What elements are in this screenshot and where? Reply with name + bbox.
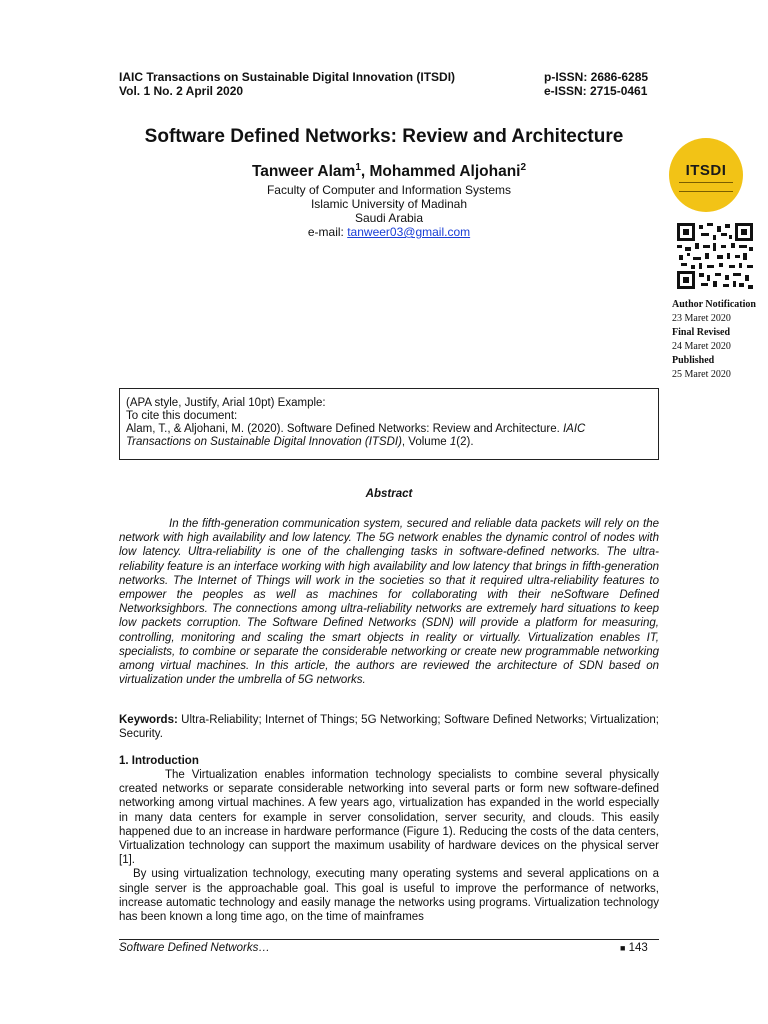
paragraph: By using virtualization technology, executing many operating systems and several applications on a single server is the approachable goal. This goal is useful to improve the performance of networks, increase automatic technology and easily manage the networks using programs. Virtualization technology has been known a long time ago, on the time of mainframes: [119, 868, 659, 924]
paragraph: The Virtualization enables information technology specialists to combine several physically created networks or separate considerable networking into several parts or form new software-defined networking among virtual machines. A few years ago, virtualization has expanded in the world especially in many data centers for example in server consolidation, server security, and clouds. This easily happened due to an increase in hardware performance (Figure 1). Reducing the costs of the data centers, Virtualization technology can support the maximum usability of hardware devices on the physical server [1].: [119, 769, 659, 867]
email-line: [0, 225, 768, 239]
country-line: Saudi Arabia: [354, 211, 424, 225]
university-line: Islamic University of Madinah: [310, 197, 468, 211]
author-list: [0, 162, 768, 181]
electronic-issn: e-ISSN: 2715-0461: [544, 84, 648, 98]
abstract-body: [119, 517, 659, 687]
email-link[interactable]: tanweer03@gmail.com: [347, 225, 471, 239]
author-name: Mohammed Aljohani: [369, 163, 521, 181]
affiliation-marker: 2: [520, 162, 527, 173]
abstract-heading: Abstract: [365, 488, 413, 500]
citation-style-note: (APA style, Justify, Arial 10pt) Example:: [126, 397, 326, 409]
keywords-text: Ultra-Reliability; Internet of Things; 5G Networking; Software Defined Networks; Virtualization; Security.: [119, 714, 659, 740]
footer-rule: [119, 939, 659, 940]
print-issn: p-ISSN: 2686-6285: [544, 70, 649, 84]
publication-timeline: [672, 298, 768, 382]
revised-date: 24 Maret 2020: [672, 341, 731, 352]
bullet-icon: ■: [620, 943, 626, 953]
author-name: Tanweer Alam: [251, 163, 356, 181]
citation-volume: 1: [449, 436, 457, 448]
volume-info: Vol. 1 No. 2 April 2020: [119, 84, 244, 98]
notification-date: 23 Maret 2020: [672, 313, 731, 324]
qr-code-icon: [677, 223, 753, 289]
section-heading: 1. Introduction: [119, 755, 199, 767]
affiliation-marker: 1: [355, 162, 361, 173]
citation-reference: [126, 423, 652, 449]
abstract-text: In the fifth-generation communication system, secured and reliable data packets will rely on the network with high availability and low latency. The 5G network enables the dynamic control of nodes with low latency. Ultra-reliability is one of the challenging tasks in software-defined networks. The ultra-reliability feature is an interface working with high availability and low latency that brings in fifth-generation networks. The Internet of Things will work in the societies so that it required ultra-reliability features to empower the peoples as well as machines for collaborating with their neSoftware Defined Networksighbors. The connections among ultra-reliability networks are extremely hard situations to keep low packets corruption. The Software Defined Networks (SDN) will provide a platform for measuring, controlling, monitoring and scaling the smart objects in reality or virtually. Virtualization enables IT, specialists, to combine or separate the considerable networking or create new programmable networking among virtual machines. In this article, the authors are reviewed the architecture of SDN based on virtualization under the umbrella of 5G networks.: [119, 518, 659, 687]
author-separator: ,: [360, 163, 370, 181]
keywords-label: Keywords:: [119, 714, 178, 726]
faculty-line: Faculty of Computer and Information Systems: [266, 183, 512, 197]
journal-name: IAIC Transactions on Sustainable Digital Innovation (ITSDI): [119, 70, 456, 84]
page-number-value: 143: [628, 942, 648, 954]
citation-text: , Volume: [401, 436, 450, 448]
paper-title: Software Defined Networks: Review and Architecture: [144, 126, 624, 147]
published-label: Published: [672, 355, 715, 366]
published-date: 25 Maret 2020: [672, 369, 731, 380]
citation-text: Alam, T., & Aljohani, M. (2020). Software Defined Networks: Review and Architecture.: [126, 423, 563, 435]
citation-text: (2).: [456, 436, 474, 448]
introduction-body: [119, 768, 659, 924]
logo-text: ITSDI: [685, 162, 727, 179]
logo-tagline-decoration: [679, 182, 733, 192]
journal-logo: [669, 138, 743, 212]
revised-label: Final Revised: [672, 327, 731, 338]
running-title: Software Defined Networks…: [119, 942, 270, 954]
citation-intro: To cite this document:: [126, 410, 238, 422]
page-number: [620, 942, 648, 954]
citation-journal: IAIC Transactions on Sustainable Digital Innovation (ITSDI): [126, 423, 586, 448]
email-label: e-mail:: [307, 225, 348, 239]
notification-label: Author Notification: [672, 299, 756, 310]
citation-box: [119, 388, 659, 460]
keywords: [119, 713, 659, 741]
